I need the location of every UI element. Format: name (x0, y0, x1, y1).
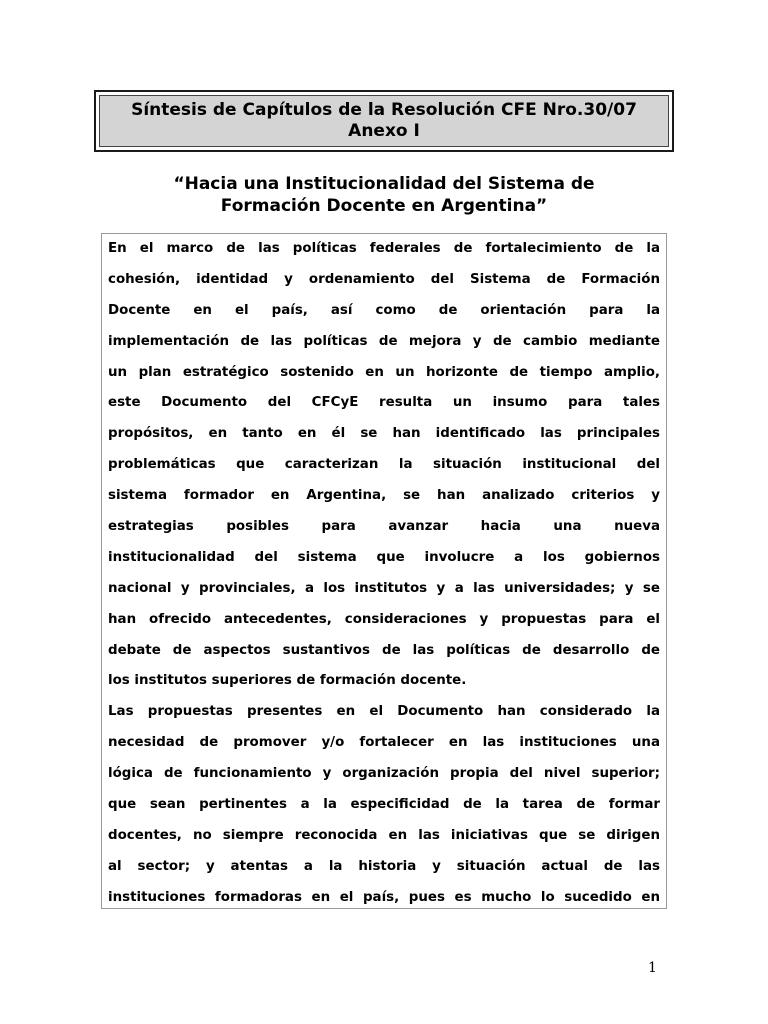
body-text-line: propósitos, en tanto en él se han identificado las principales (108, 426, 660, 442)
body-text-line: nacional y provinciales, a los institutos y a las universidades; y se (108, 580, 660, 596)
body-text-line: implementación de las políticas de mejora y de cambio mediante (108, 333, 660, 349)
body-text-line: problemáticas que caracterizan la situación institucional del (108, 457, 660, 473)
title-box (94, 90, 674, 152)
body-text-frame (101, 233, 667, 909)
subtitle-line-2: Formación Docente en Argentina” (220, 196, 548, 216)
body-text-line: En el marco de las políticas federales de fortalecimiento de la (108, 241, 660, 256)
body-text-line: han ofrecido antecedentes, consideraciones y propuestas para el (108, 611, 660, 627)
body-text-line: estrategias posibles para avanzar hacia una nueva (108, 519, 660, 535)
body-text-line: lógica de funcionamiento y organización propia del nivel superior; (108, 766, 660, 782)
document-title: Síntesis de Capítulos de la Resolución CFE Nro.30/07 (131, 100, 637, 120)
body-text-line: al sector; y atentas a la historia y situación actual de las (108, 858, 660, 874)
body-text-line: un plan estratégico sostenido en un horizonte de tiempo amplio, (108, 364, 660, 380)
title-box-shading (99, 95, 669, 147)
body-text-line: Docente en el país, así como de orientación para la (108, 302, 660, 318)
body-text-line: instituciones formadoras en el país, pues es mucho lo sucedido en (108, 889, 660, 905)
body-text-line: debate de aspectos sustantivos de las políticas de desarrollo de (108, 642, 660, 658)
document-subtitle (94, 173, 674, 217)
paragraph-2 (108, 697, 660, 909)
annex-label: Anexo I (348, 121, 420, 141)
page-number: 1 (648, 960, 657, 976)
body-text-line: que sean pertinentes a la especificidad de la tarea de formar (108, 797, 660, 813)
body-text-line: Las propuestas presentes en el Documento han considerado la (108, 704, 660, 720)
body-text-line: los institutos superiores de formación docente. (108, 673, 467, 689)
body-text-line: este Documento del CFCyE resulta un insumo para tales (108, 395, 660, 411)
body-text-line: docentes, no siempre reconocida en las iniciativas que se dirigen (108, 827, 660, 843)
subtitle-line-1: “Hacia una Institucionalidad del Sistema de (173, 174, 595, 194)
body-text-line: cohesión, identidad y ordenamiento del Sistema de Formación (108, 271, 660, 287)
body-text-line: sistema formador en Argentina, se han analizado criterios y (108, 488, 660, 504)
body-text-line: necesidad de promover y/o fortalecer en las instituciones una (108, 735, 660, 751)
paragraph-1 (108, 234, 660, 697)
body-text-line: institucionalidad del sistema que involucre a los gobiernos (108, 549, 660, 565)
